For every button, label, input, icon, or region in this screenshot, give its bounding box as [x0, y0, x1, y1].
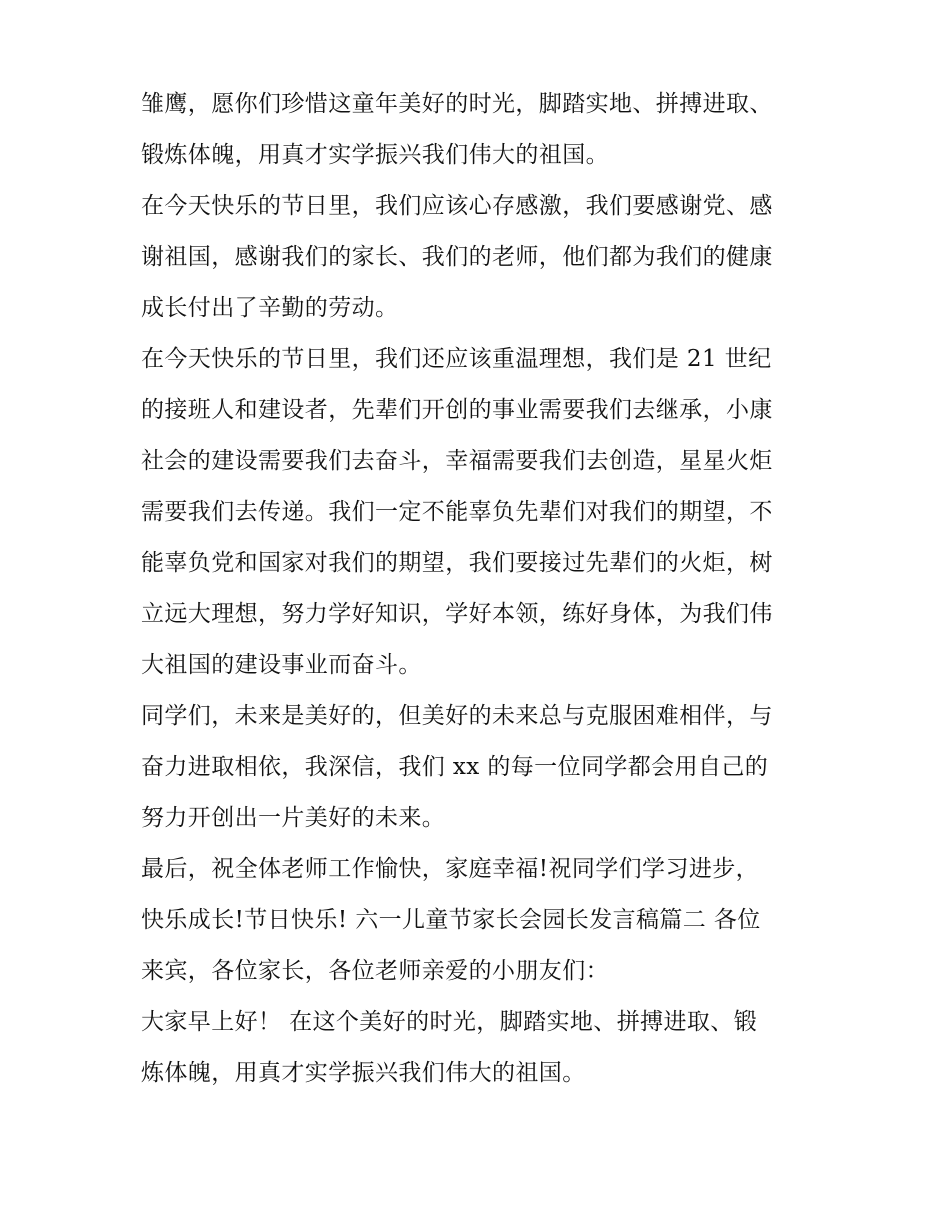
text-line: 奋力进取相依，我深信，我们 xx 的每一位同学都会用自己的 [141, 754, 769, 780]
text-line: 需要我们去传递。我们一定不能辜负先辈们对我们的期望，不 [141, 499, 773, 525]
text-line: 努力开创出一片美好的未来。 [141, 805, 446, 831]
text-line: 锻炼体魄，用真才实学振兴我们伟大的祖国。 [141, 142, 609, 168]
text-line: 最后，祝全体老师工作愉快，家庭幸福!祝同学们学习进步， [141, 856, 760, 882]
body-text [141, 79, 821, 1099]
text-line: 能辜负党和国家对我们的期望，我们要接过先辈们的火炬，树 [141, 550, 773, 576]
text-line: 在今天快乐的节日里，我们应该心存感激，我们要感谢党、感 [141, 193, 773, 219]
text-line: 立远大理想，努力学好知识，学好本领，练好身体，为我们伟 [141, 601, 773, 627]
text-line: 社会的建设需要我们去奋斗，幸福需要我们去创造，星星火炬 [141, 448, 773, 474]
text-line: 大祖国的建设事业而奋斗。 [141, 652, 422, 678]
text-line: 雏鹰，愿你们珍惜这童年美好的时光，脚踏实地、拼搏进取、 [141, 91, 773, 117]
text-line: 的接班人和建设者，先辈们开创的事业需要我们去继承，小康 [141, 397, 773, 423]
text-line: 来宾，各位家长，各位老师亲爱的小朋友们： [141, 958, 609, 984]
text-line: 快乐成长!节日快乐! 六一儿童节家长会园长发言稿篇二 各位 [141, 907, 761, 933]
text-line: 同学们，未来是美好的，但美好的未来总与克服困难相伴，与 [141, 703, 773, 729]
text-line: 炼体魄，用真才实学振兴我们伟大的祖国。 [141, 1060, 586, 1086]
text-line: 成长付出了辛勤的劳动。 [141, 295, 399, 321]
text-line: 谢祖国，感谢我们的家长、我们的老师，他们都为我们的健康 [141, 244, 773, 270]
text-line: 在今天快乐的节日里，我们还应该重温理想，我们是 21 世纪 [141, 346, 772, 372]
text-line: 大家早上好！ 在这个美好的时光，脚踏实地、拼搏进取、锻 [141, 1009, 758, 1035]
